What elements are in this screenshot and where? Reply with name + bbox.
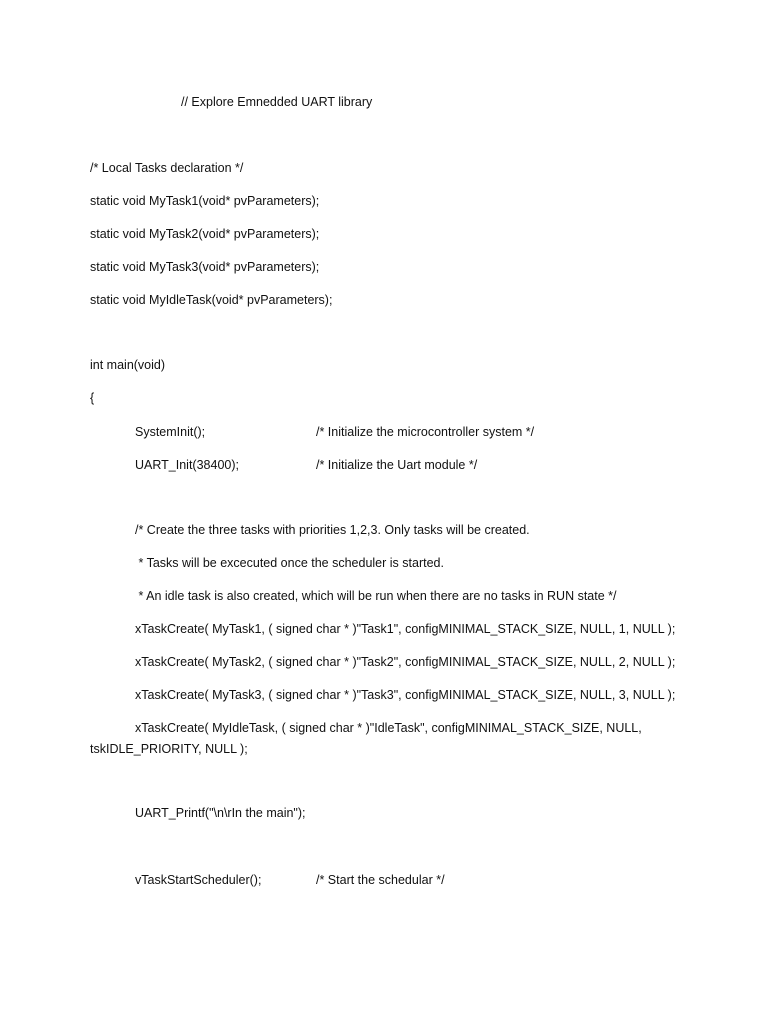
declaration-comment: /* Local Tasks declaration */ <box>90 161 244 175</box>
idle-task-create-line: xTaskCreate( MyIdleTask, ( signed char * )"IdleTask", configMINIMAL_STACK_SIZE, NULL, <box>135 721 642 735</box>
declaration-line: static void MyTask3(void* pvParameters); <box>90 260 320 274</box>
task-create-line: xTaskCreate( MyTask1, ( signed char * )"Task1", configMINIMAL_STACK_SIZE, NULL, 1, NULL ); <box>135 622 676 636</box>
printf-line: UART_Printf("\n\rIn the main"); <box>135 806 306 820</box>
init-code-line: UART_Init(38400); <box>135 458 239 472</box>
task-create-line: xTaskCreate( MyTask2, ( signed char * )"Task2", configMINIMAL_STACK_SIZE, NULL, 2, NULL ); <box>135 655 676 669</box>
create-comment-line: * Tasks will be excecuted once the scheduler is started. <box>135 556 444 570</box>
idle-task-create-continuation: tskIDLE_PRIORITY, NULL ); <box>90 742 248 756</box>
create-comment-line: /* Create the three tasks with priorities 1,2,3. Only tasks will be created. <box>135 523 530 537</box>
task-create-line: xTaskCreate( MyTask3, ( signed char * )"Task3", configMINIMAL_STACK_SIZE, NULL, 3, NULL ); <box>135 688 676 702</box>
declaration-line: static void MyTask2(void* pvParameters); <box>90 227 320 241</box>
scheduler-code-line: vTaskStartScheduler(); <box>135 873 262 887</box>
init-comment: /* Initialize the microcontroller system */ <box>316 425 535 439</box>
scheduler-comment: /* Start the schedular */ <box>316 873 445 887</box>
create-comment-line: * An idle task is also created, which will be run when there are no tasks in RUN state */ <box>135 589 617 603</box>
init-code-line: SystemInit(); <box>135 425 206 439</box>
main-signature: int main(void) <box>90 358 166 372</box>
header-comment: // Explore Emnedded UART library <box>181 95 373 109</box>
declaration-line: static void MyIdleTask(void* pvParameters); <box>90 293 333 307</box>
declaration-line: static void MyTask1(void* pvParameters); <box>90 194 320 208</box>
init-comment: /* Initialize the Uart module */ <box>316 458 478 472</box>
open-brace: { <box>90 391 95 405</box>
